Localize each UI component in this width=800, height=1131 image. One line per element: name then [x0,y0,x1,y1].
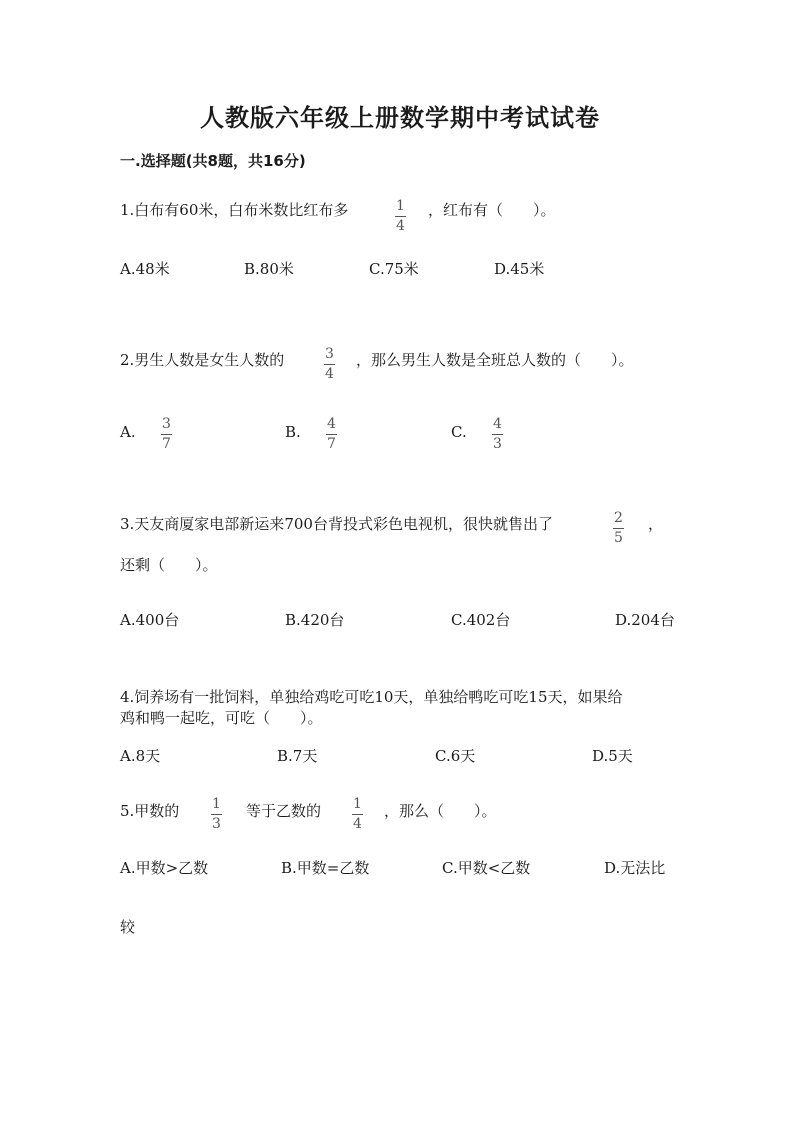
question-5-option-d[interactable]: D.无法比 [604,859,666,877]
question-5-option-a[interactable]: A.甲数>乙数 [120,859,209,877]
fraction-bar [326,434,337,435]
question-1-option-a[interactable]: A.48米 [120,260,170,278]
fraction-denominator: 7 [327,436,336,452]
fraction-bar [161,434,172,435]
question-2-stem-end: ，那么男生人数是全班总人数的（ ）。 [356,351,634,369]
question-5-option-b[interactable]: B.甲数=乙数 [281,859,370,877]
fraction-denominator: 4 [325,366,334,382]
question-5-stem-end: ，那么（ ）。 [384,802,497,820]
question-4-stem-line2: 鸡和鸭一起吃，可吃（ ）。 [120,709,323,727]
fraction-bar [211,814,222,815]
fraction-numerator: 1 [353,796,362,812]
question-3-option-c[interactable]: C.402台 [451,611,511,629]
fraction-denominator: 5 [614,530,623,546]
question-5-fraction-1 [211,796,222,832]
question-1-fraction [395,198,406,234]
question-5-fraction-2 [352,796,363,832]
question-1-stem-end: ，红布有（ ）。 [428,201,556,219]
question-4-stem-line1: 4.饲养场有一批饲料，单独给鸡吃可吃10天，单独给鸭吃可吃15天，如果给 [120,688,623,706]
page-title: 人教版六年级上册数学期中考试试卷 [200,104,600,132]
option-fraction [326,416,337,452]
question-4-option-a[interactable]: A.8天 [120,747,161,765]
question-3-option-b[interactable]: B.420台 [285,611,345,629]
question-4-option-b[interactable]: B.7天 [277,747,318,765]
fraction-bar [395,216,406,217]
option-fraction [492,416,503,452]
fraction-denominator: 4 [353,816,362,832]
question-4-option-d[interactable]: D.5天 [592,747,633,765]
question-1-option-c[interactable]: C.75米 [369,260,419,278]
question-2-stem: 2.男生人数是女生人数的 [120,351,285,369]
fraction-numerator: 1 [212,796,221,812]
fraction-bar [352,814,363,815]
fraction-numerator: 4 [493,416,502,432]
fraction-numerator: 4 [327,416,336,432]
fraction-bar [613,528,624,529]
fraction-denominator: 4 [396,218,405,234]
fraction-bar [324,364,335,365]
question-3-option-a[interactable]: A.400台 [120,611,180,629]
option-letter: B. [285,423,301,441]
question-2-fraction [324,346,335,382]
question-3-option-d[interactable]: D.204台 [615,611,675,629]
question-1-stem: 1.白布有60米，白布米数比红布多 [120,201,349,219]
question-3-stem: 3.天友商厦家电部新运来700台背投式彩色电视机，很快就售出了 [120,515,553,533]
option-fraction [161,416,172,452]
question-3-stem-comma: ， [648,515,664,533]
fraction-numerator: 3 [325,346,334,362]
fraction-denominator: 7 [162,436,171,452]
option-letter: A. [120,423,136,441]
question-1-option-d[interactable]: D.45米 [494,260,545,278]
question-3-stem-line2: 还剩（ ）。 [120,556,218,574]
question-5-stem-middle: 等于乙数的 [246,802,322,820]
fraction-numerator: 3 [162,416,171,432]
question-3-fraction [613,510,624,546]
question-5-stem: 5.甲数的 [120,802,180,820]
question-5-option-d-wrap: 较 [120,918,136,936]
fraction-denominator: 3 [493,436,502,452]
fraction-numerator: 1 [396,198,405,214]
option-letter: C. [451,423,467,441]
fraction-denominator: 3 [212,816,221,832]
fraction-bar [492,434,503,435]
fraction-numerator: 2 [614,510,623,526]
question-4-option-c[interactable]: C.6天 [435,747,476,765]
question-5-option-c[interactable]: C.甲数<乙数 [442,859,531,877]
section-heading: 一.选择题(共8题，共16分) [120,152,306,170]
question-1-option-b[interactable]: B.80米 [244,260,294,278]
